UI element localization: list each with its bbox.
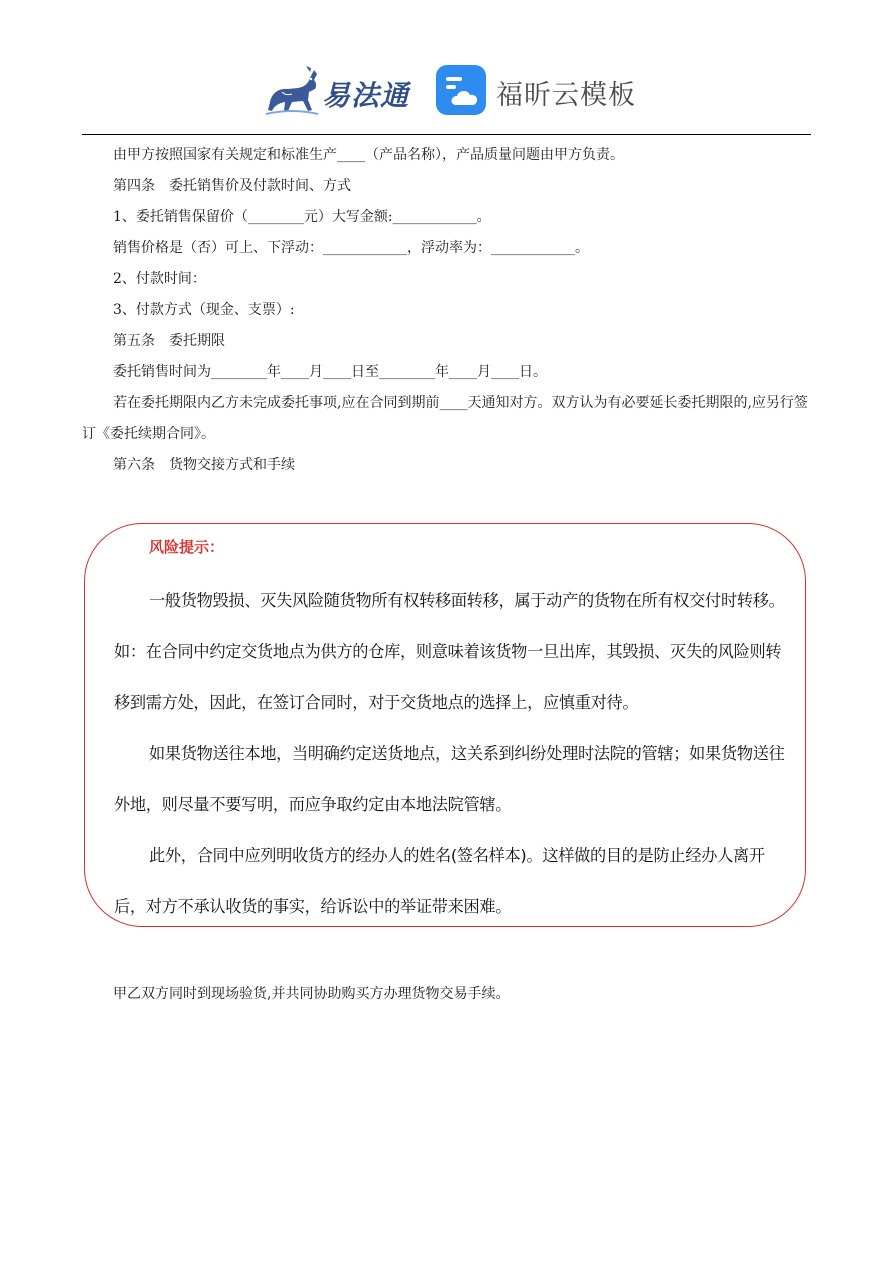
article-five-heading: 第五条 委托期限	[113, 333, 225, 349]
risk-notice-box	[84, 523, 806, 927]
article-four-heading: 第四条 委托销售价及付款时间、方式	[113, 178, 351, 194]
contract-paragraph: 若在委托期限内乙方未完成委托事项,应在合同到期前____天通知对方。双方认为有必要延长委托期限的,应另行签订《委托续期合同》。	[82, 395, 808, 442]
page-header	[0, 60, 893, 122]
contract-paragraph: 由甲方按照国家有关规定和标准生产____（产品名称），产品质量问题由甲方负责。	[113, 147, 624, 163]
fuxin-cloud-icon	[436, 65, 486, 115]
risk-paragraph: 此外，合同中应列明收货方的经办人的姓名(签名样本)。这样做的目的是防止经办人离开后，对方不承认收货的事实，给诉讼中的举证带来困难。	[114, 846, 765, 916]
closing-section	[82, 979, 812, 1010]
contract-paragraph: 1、委托销售保留价（________元）大写金额:____________。	[113, 209, 491, 225]
header-divider	[82, 134, 811, 135]
risk-notice-body	[114, 575, 794, 932]
yifatong-brand-text: 易法通	[322, 79, 410, 112]
closing-paragraph: 甲乙双方同时到现场验货,并共同协助购买方办理货物交易手续。	[113, 986, 510, 1002]
contract-body	[82, 140, 812, 481]
contract-paragraph: 委托销售时间为________年____月____日至________年____月____日。	[113, 364, 547, 380]
fuxin-brand-text: 福昕云模板	[496, 80, 636, 111]
qilin-mascot-icon	[262, 62, 322, 118]
contract-paragraph: 销售价格是（否）可上、下浮动：____________，浮动率为：____________。	[113, 240, 589, 256]
article-six-heading: 第六条 货物交接方式和手续	[113, 457, 295, 473]
contract-paragraph: 2、付款时间：	[113, 271, 206, 287]
risk-notice-title: 风险提示：	[149, 538, 225, 556]
fuxin-logo	[436, 65, 636, 117]
risk-paragraph: 如果货物送往本地，当明确约定送货地点，这关系到纠纷处理时法院的管辖；如果货物送往外地，则尽量不要写明，而应争取约定由本地法院管辖。	[114, 744, 785, 814]
yifatong-logo	[262, 62, 412, 118]
contract-paragraph: 3、付款方式（现金、支票）:	[113, 302, 295, 318]
risk-paragraph: 一般货物毁损、灭失风险随货物所有权转移面转移，属于动产的货物在所有权交付时转移。如：在合同中约定交货地点为供方的仓库，则意味着该货物一旦出库，其毁损、灭失的风险则转移到需方处，因此，在签订合同时，对于交货地点的选择上，应慎重对待。	[114, 591, 785, 712]
